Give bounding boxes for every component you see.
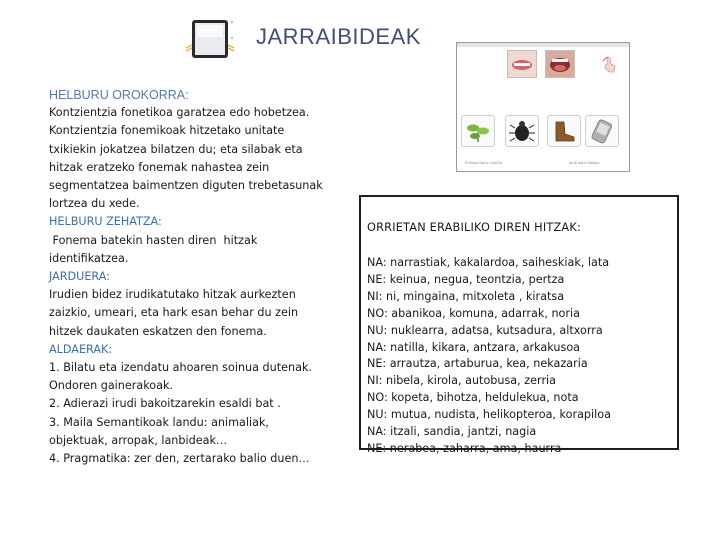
word-list bbox=[367, 255, 611, 458]
variations-line: objektuak, arropak, lanbideak… bbox=[49, 433, 228, 447]
word-list-line: NE: keinua, negua, teontzia, pertza bbox=[367, 272, 565, 286]
variations-line: 3. Maila Semantikoak landu: animaliak, bbox=[49, 415, 269, 429]
variations-line: Ondoren gainerakoak. bbox=[49, 379, 174, 393]
tablet-icon bbox=[184, 18, 236, 60]
general-objective-line: hitzak eratzeko fonemak nahastea zein bbox=[49, 160, 270, 174]
word-list-line: NI: nibela, kirola, autobusa, zerria bbox=[367, 374, 557, 388]
activity-heading: JARDUERA: bbox=[49, 270, 110, 284]
general-objective-line: lortzea du xede. bbox=[49, 197, 140, 211]
word-list-line: NA: itzali, sandia, jantzi, nagia bbox=[367, 425, 537, 439]
mouth-closed-image bbox=[507, 50, 537, 78]
variations-line: 4. Pragmatika: zer den, zertarako balio duen… bbox=[49, 452, 310, 466]
general-objective-line: Kontzientzia fonetikoa garatzea edo hobetzea. bbox=[49, 106, 310, 120]
word-list-line: NO: kopeta, bihotza, heldulekua, nota bbox=[367, 391, 579, 405]
phone-card bbox=[585, 115, 619, 147]
app-screenshot-thumbnail bbox=[456, 42, 630, 172]
specific-objective-line: Fonema batekin hasten diren hitzak bbox=[49, 233, 258, 247]
instructions-column bbox=[49, 86, 339, 468]
word-list-line: NA: natilla, kikara, antzara, arkakusoa bbox=[367, 340, 581, 354]
activity-line: hitzek daukaten eskatzen den fonema. bbox=[49, 324, 267, 338]
specific-objective-line: identifikatzea. bbox=[49, 251, 129, 265]
page-title: JARRAIBIDEAK bbox=[256, 24, 421, 49]
word-list-line: NE: arrautza, artaburua, kea, nekazaria bbox=[367, 357, 588, 371]
variations-heading: ALDAERAK: bbox=[49, 342, 113, 356]
general-objective-line: txikiekin jokatzea bilatzen du; eta silabak eta bbox=[49, 142, 303, 156]
specific-objective-heading: HELBURU ZEHATZA: bbox=[49, 215, 162, 229]
pointing-hand-icon bbox=[601, 55, 617, 73]
activity-line: zaizkio, umeari, eta hark esan behar du zein bbox=[49, 306, 299, 320]
word-list-line: NU: mutua, nudista, helikopteroa, korapiloa bbox=[367, 408, 611, 422]
plant-card bbox=[461, 115, 495, 147]
thumbnail-top-bar bbox=[457, 43, 629, 47]
variations-line: 2. Adierazi irudi bakoitzarekin esaldi bat . bbox=[49, 397, 281, 411]
word-list-line: NU: nuklearra, adatsa, kutsadura, altxorra bbox=[367, 323, 603, 337]
mouth-open-image bbox=[545, 50, 575, 78]
variations-line: 1. Bilatu eta izendatu ahoaren soinua dutenak. bbox=[49, 361, 312, 375]
thumbnail-footer-right: Jordi Asiel Vallejo bbox=[569, 161, 600, 165]
general-objective-line: segmentatzea baimentzen diguten trebetasunak bbox=[49, 179, 323, 193]
boot-card bbox=[547, 115, 581, 147]
word-list-line: NA: narrastiak, kakalardoa, saiheskiak, lata bbox=[367, 256, 610, 269]
word-list-line: NI: ni, mingaina, mitxoleta , kiratsa bbox=[367, 289, 565, 303]
general-objective-line: Kontzientzia fonemikoak hitzetako unitate bbox=[49, 124, 285, 138]
words-box-heading: ORRIETAN ERABILIKO DIREN HITZAK: bbox=[367, 221, 581, 234]
beetle-card bbox=[505, 115, 539, 147]
words-box bbox=[359, 195, 679, 455]
activity-line: Irudien bidez irudikatutako hitzak aurkezten bbox=[49, 288, 296, 302]
thumbnail-footer-left: Erdizka Nora Castillo bbox=[465, 161, 503, 165]
word-list-line: NO: abanikoa, komuna, adarrak, noria bbox=[367, 306, 580, 320]
general-objective-heading: HELBURU OROKORRA: bbox=[49, 88, 189, 102]
word-list-line: NE: nerabea, zaharra, ama, haurra bbox=[367, 441, 562, 455]
